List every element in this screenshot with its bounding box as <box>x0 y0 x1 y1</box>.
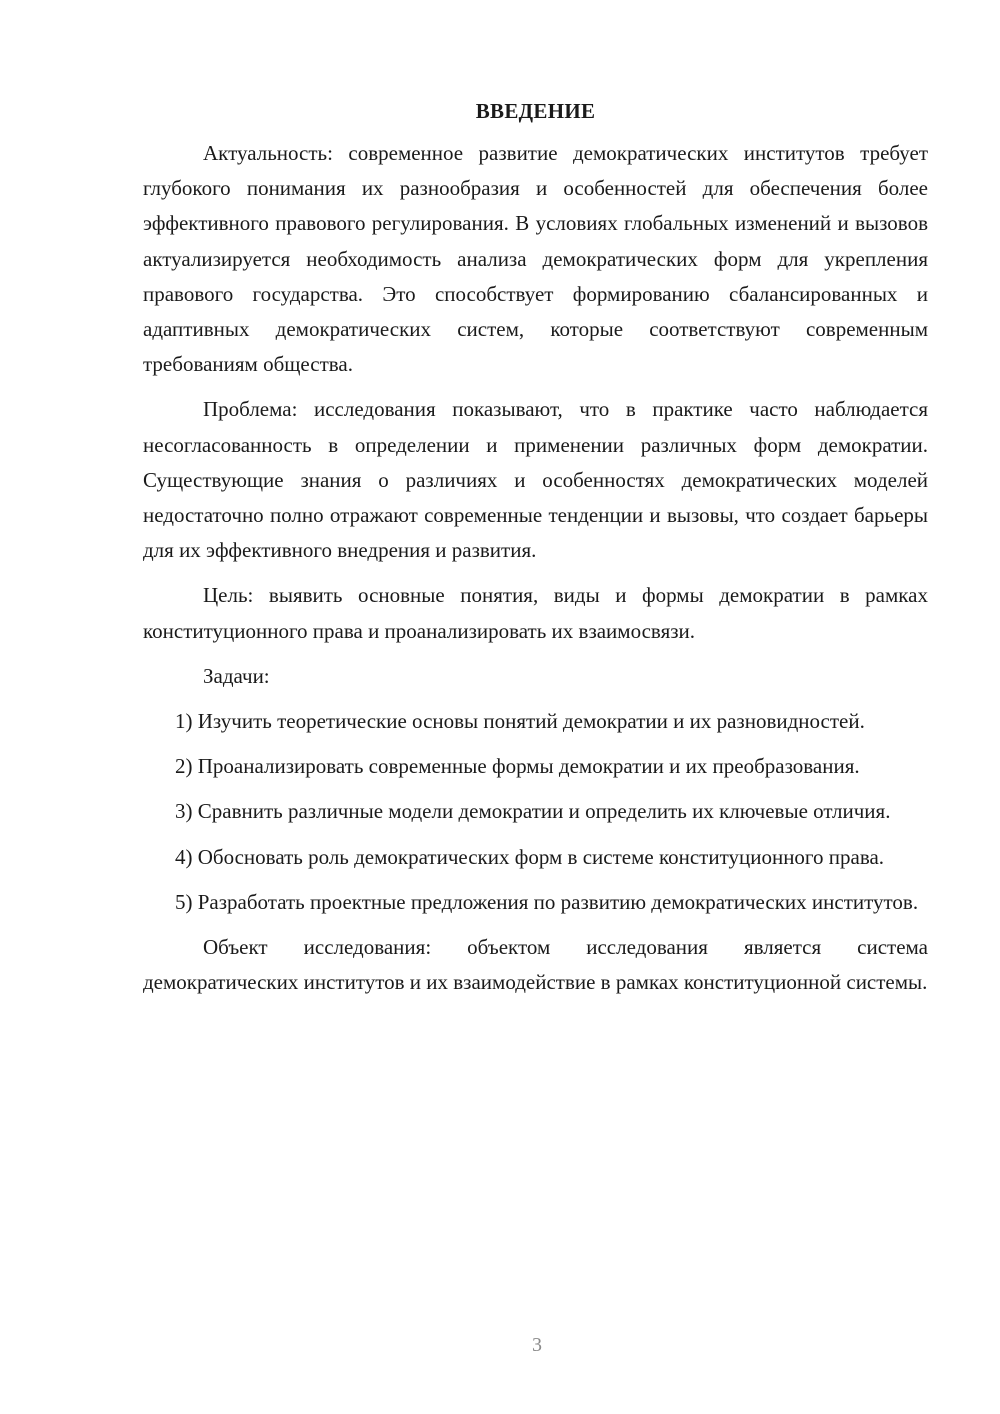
task-item-3: 3) Сравнить различные модели демократии и определить их ключевые отличия. <box>175 799 891 824</box>
document-body <box>143 96 928 1010</box>
tasks-label: Задачи: <box>203 663 270 688</box>
paragraph-relevance: Актуальность: современное развитие демократических институтов требует глубокого понимания их разнообразия и особенностей для обеспечения более эффективного правового регулирования. В условиях глобальных изменений и вызовов актуализируется необходимость анализа демократических форм для укрепления правового государства. Это способствует формированию сбалансированных и адаптивных демократических систем, которые соответствуют современным требованиям общества. <box>143 141 928 377</box>
paragraph-object: Объект исследования: объектом исследования является система демократических институтов и их взаимодействие в рамках конституционной системы. <box>143 935 928 995</box>
task-item-2: 2) Проанализировать современные формы демократии и их преобразования. <box>175 754 860 779</box>
page-number: 3 <box>532 1334 542 1356</box>
task-item-4: 4) Обосновать роль демократических форм в системе конституционного права. <box>175 844 885 869</box>
task-item-5: 5) Разработать проектные предложения по развитию демократических институтов. <box>175 889 919 914</box>
paragraph-problem: Проблема: исследования показывают, что в практике часто наблюдается несогласованность в определении и применении различных форм демократии. Существующие знания о различиях и особенностях демократических моделей недостаточно полно отражают современные тенденции и вызовы, что создает барьеры для их эффективного внедрения и развития. <box>143 397 928 563</box>
section-title: ВВЕДЕНИЕ <box>475 99 596 123</box>
task-list <box>143 704 928 920</box>
paragraph-goal: Цель: выявить основные понятия, виды и формы демократии в рамках конституционного права и проанализировать их взаимосвязи. <box>143 583 928 643</box>
task-item-1: 1) Изучить теоретические основы понятий демократии и их разновидностей. <box>175 709 865 734</box>
